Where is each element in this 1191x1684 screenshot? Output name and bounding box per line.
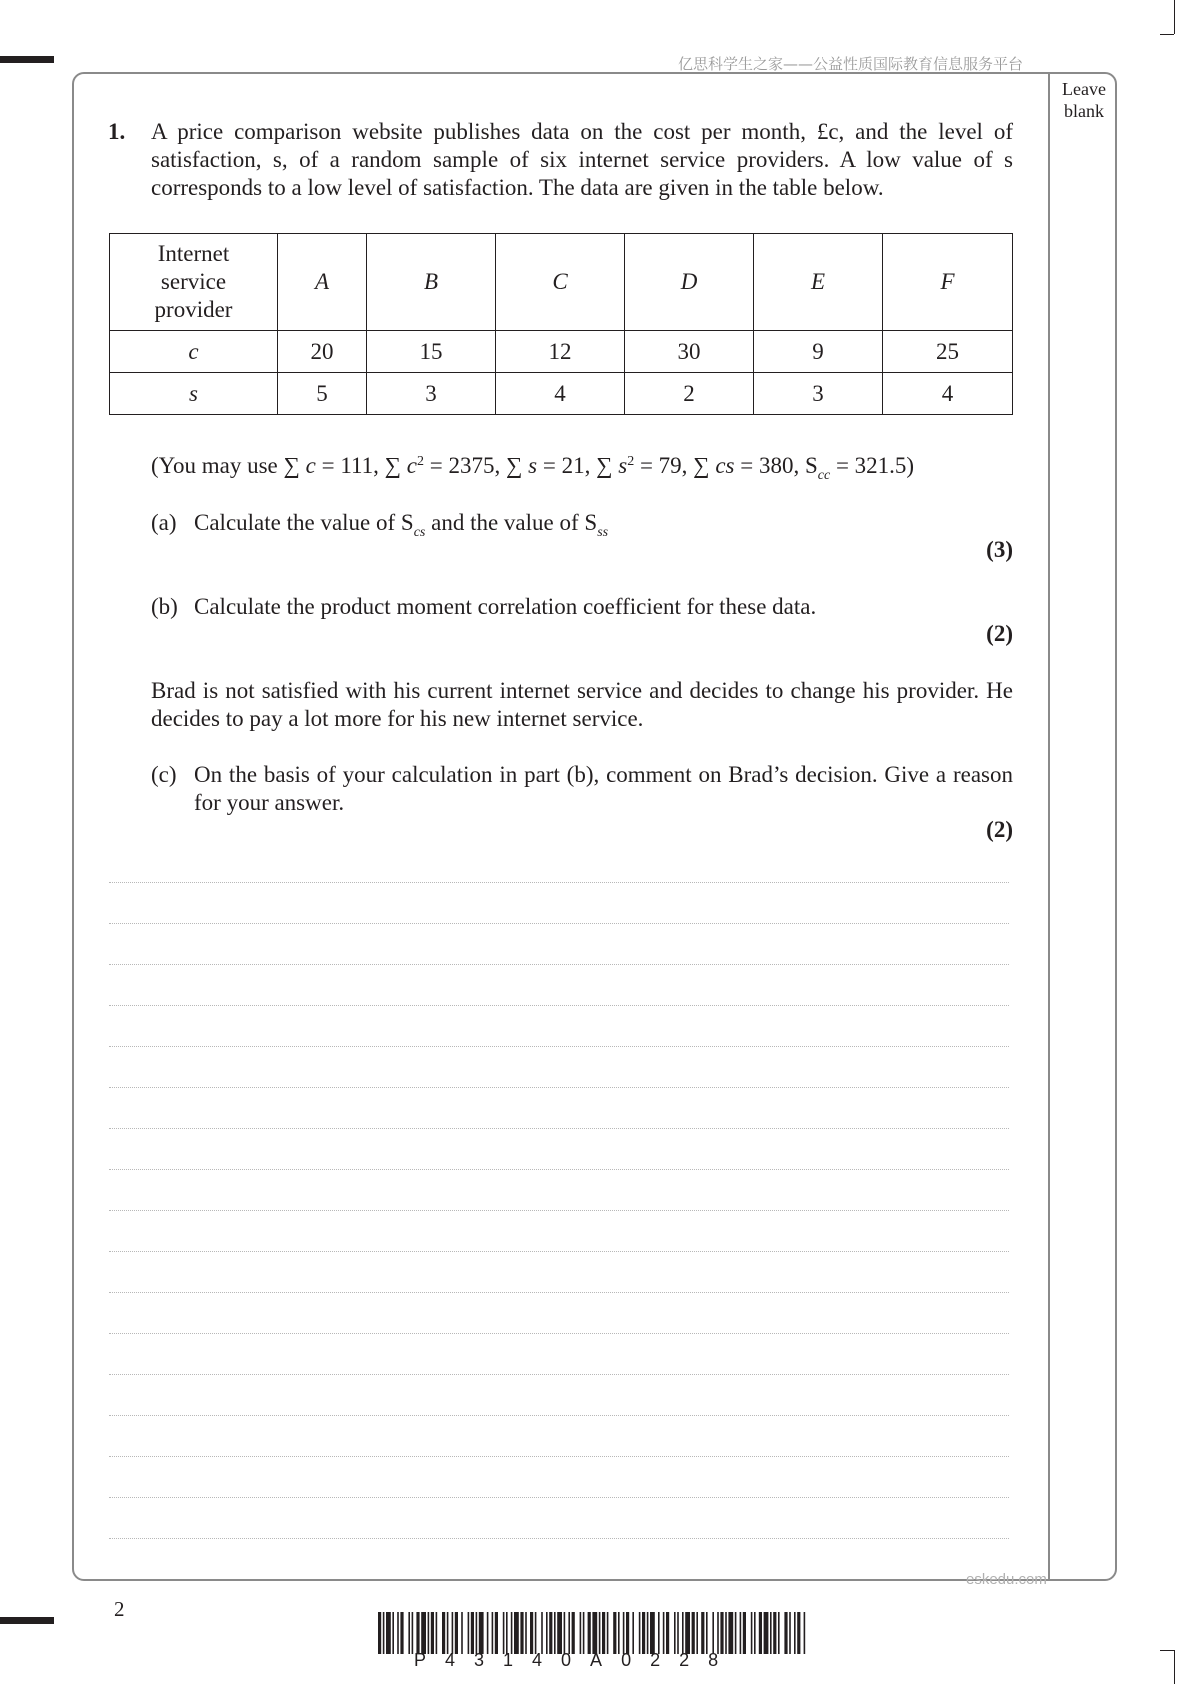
barcode-bar <box>751 1612 753 1654</box>
barcode-bar <box>618 1612 620 1654</box>
barcode-bar <box>804 1612 806 1654</box>
answer-line[interactable] <box>109 882 1009 884</box>
part-b-label: (b) <box>151 594 178 619</box>
registration-mark <box>0 1617 54 1624</box>
answer-line[interactable] <box>109 1456 1009 1458</box>
table-cell: 25 <box>883 331 1013 373</box>
barcode-bar <box>455 1612 458 1654</box>
barcode-bar <box>392 1612 394 1654</box>
table-cell: 4 <box>883 373 1013 415</box>
crop-mark <box>1160 34 1174 35</box>
barcode-bar <box>476 1612 478 1654</box>
barcode-bar <box>436 1612 438 1654</box>
barcode-bar <box>725 1612 727 1654</box>
barcode-bar <box>506 1612 508 1654</box>
answer-line[interactable] <box>109 1046 1009 1048</box>
barcode-bar <box>520 1612 523 1654</box>
barcode-bar <box>431 1612 434 1654</box>
barcode-bar <box>412 1612 414 1654</box>
barcode-bar <box>797 1612 800 1654</box>
barcode-bar <box>623 1612 625 1654</box>
barcode-bar <box>613 1612 616 1654</box>
answer-line[interactable] <box>109 1333 1009 1335</box>
barcode-bar <box>743 1612 746 1654</box>
table-cell: 5 <box>278 373 367 415</box>
barcode-bar <box>383 1612 385 1654</box>
crop-mark <box>1174 0 1175 34</box>
table-cell: 4 <box>496 373 625 415</box>
barcode-bar <box>666 1612 669 1654</box>
data-table <box>109 233 1013 415</box>
barcode-bar <box>682 1612 684 1654</box>
barcode-bar <box>580 1612 582 1654</box>
answer-line[interactable] <box>109 964 1009 966</box>
barcode-bar <box>503 1612 505 1654</box>
barcode-bar <box>386 1612 391 1654</box>
barcode-bar <box>626 1612 629 1654</box>
barcode-bar <box>701 1612 704 1654</box>
barcode-bar <box>397 1612 399 1654</box>
barcode-bar <box>674 1612 676 1654</box>
question-number: 1. <box>108 119 126 144</box>
table-cell: 15 <box>367 331 496 373</box>
header-watermark: 亿思科学生之家——公益性质国际教育信息服务平台 <box>678 55 1024 73</box>
part-a-text: Calculate the value of $S_{cs}$ and the value of $S_{ss}$ <box>194 510 609 540</box>
leave-blank-label: Leave blank <box>1062 79 1106 121</box>
barcode-bar <box>549 1612 552 1654</box>
answer-line[interactable] <box>109 1374 1009 1376</box>
table-header-cell: D <box>625 234 754 331</box>
barcode-bar <box>696 1612 698 1654</box>
barcode-bar <box>764 1612 769 1654</box>
barcode-bar <box>468 1612 470 1654</box>
brad-paragraph: Brad is not satisfied with his current internet service and decides to change his provider. He decides to pay a lot more for his new internet service. <box>151 678 1013 731</box>
crop-mark <box>1174 1650 1175 1684</box>
barcode-bar <box>487 1612 489 1654</box>
answer-line[interactable] <box>109 1005 1009 1007</box>
answer-line[interactable] <box>109 1210 1009 1212</box>
barcode-bar <box>784 1612 787 1654</box>
table-row-label: s <box>110 373 278 415</box>
barcode-bar <box>735 1612 737 1654</box>
barcode-bar <box>770 1612 772 1654</box>
barcode-bar <box>421 1612 426 1654</box>
barcode-bar <box>650 1612 655 1654</box>
page-number: 2 <box>114 1597 125 1621</box>
barcode-bar <box>647 1612 649 1654</box>
barcode-text: P43140A0228 <box>414 1650 738 1670</box>
barcode-bar <box>471 1612 474 1654</box>
barcode-bar <box>706 1612 708 1654</box>
answer-lines[interactable] <box>109 882 1009 1579</box>
answer-line[interactable] <box>109 923 1009 925</box>
barcode-bar <box>514 1612 519 1654</box>
barcode-bar <box>495 1612 498 1654</box>
barcode-bar <box>599 1612 601 1654</box>
answer-line[interactable] <box>109 1497 1009 1499</box>
table-cell: 2 <box>625 373 754 415</box>
barcode-bar <box>535 1612 537 1654</box>
barcode-bar <box>728 1612 733 1654</box>
barcode-bar <box>632 1612 634 1654</box>
barcode-bar <box>546 1612 548 1654</box>
barcode-bar <box>442 1612 445 1654</box>
barcode-bar <box>685 1612 690 1654</box>
table-cell: 9 <box>754 331 883 373</box>
barcode-bar <box>639 1612 641 1654</box>
table-header-row <box>110 234 1013 331</box>
barcode-bar <box>554 1612 556 1654</box>
barcode-bar <box>677 1612 679 1654</box>
table-header-cell: C <box>496 234 625 331</box>
barcode-bar <box>452 1612 454 1654</box>
barcode-bar <box>712 1612 714 1654</box>
answer-line[interactable] <box>109 1538 1009 1540</box>
leave-blank-column-divider <box>1048 72 1050 1581</box>
answer-line[interactable] <box>109 1128 1009 1130</box>
barcode-bar <box>607 1612 609 1654</box>
barcode-bar <box>378 1612 381 1654</box>
barcode-bar <box>530 1612 533 1654</box>
barcode-bar <box>400 1612 403 1654</box>
barcode-bar <box>778 1612 780 1654</box>
table-header-label: Internet service provider <box>110 234 278 331</box>
barcode-bar <box>511 1612 513 1654</box>
answer-line[interactable] <box>109 1415 1009 1417</box>
footer-watermark: eskedu.com <box>966 1571 1047 1588</box>
barcode-bar <box>663 1612 665 1654</box>
table-header-cell: F <box>883 234 1013 331</box>
part-a-label: (a) <box>151 510 177 535</box>
barcode-bar <box>773 1612 776 1654</box>
registration-mark <box>0 56 54 63</box>
table-row-label: c <box>110 331 278 373</box>
barcode-bar <box>525 1612 527 1654</box>
barcode-bar <box>408 1612 410 1654</box>
barcode-bar <box>720 1612 723 1654</box>
barcode-bar <box>557 1612 562 1654</box>
question-intro-text: A price comparison website publishes data on the cost per month, £c, and the level of satisfaction, s, of a random sample of six internet service providers. A low value of s corresponds to a low level of satisfaction. The data are given in the table below. <box>151 119 1013 200</box>
table-header-cell: A <box>278 234 367 331</box>
barcode-bar <box>692 1612 695 1654</box>
barcode-bar <box>479 1612 484 1654</box>
table-cell: 12 <box>496 331 625 373</box>
barcode-bar <box>717 1612 719 1654</box>
barcode-bar <box>428 1612 430 1654</box>
barcode-bar <box>447 1612 449 1654</box>
barcode-bar <box>416 1612 419 1654</box>
barcode-bar <box>572 1612 575 1654</box>
table-row <box>110 373 1013 415</box>
part-b-marks: (2) <box>986 621 1013 646</box>
barcode-bar <box>789 1612 791 1654</box>
barcode-bar <box>658 1612 660 1654</box>
barcode-bar <box>794 1612 796 1654</box>
barcode-bar <box>754 1612 756 1654</box>
crop-mark <box>1160 1650 1174 1651</box>
part-c-text: On the basis of your calculation in part (b), comment on Brad’s decision. Give a reason for your answer. <box>194 762 1013 815</box>
table-header-cell: B <box>367 234 496 331</box>
table-header-cell: E <box>754 234 883 331</box>
barcode-bar <box>541 1612 543 1654</box>
barcode-bar <box>568 1612 570 1654</box>
table-cell: 20 <box>278 331 367 373</box>
barcode-bar <box>759 1612 762 1654</box>
barcode-bar <box>564 1612 566 1654</box>
part-b-text: Calculate the product moment correlation coefficient for these data. <box>194 594 817 619</box>
answer-line[interactable] <box>109 1087 1009 1089</box>
table-cell: 3 <box>754 373 883 415</box>
table-cell: 30 <box>625 331 754 373</box>
barcode-bar <box>588 1612 591 1654</box>
part-c-label: (c) <box>151 762 177 787</box>
barcode-bar <box>592 1612 597 1654</box>
answer-line[interactable] <box>109 1292 1009 1294</box>
barcode-bar <box>602 1612 605 1654</box>
answer-line[interactable] <box>109 1251 1009 1253</box>
given-summations: (You may use ∑ c = 111, ∑ $c^2 = 2375$, ∑ s = 21, ∑ $s^2 = 79$, ∑ cs = 380, $S_{cc} = 321.5$) <box>151 453 915 483</box>
barcode-bar <box>492 1612 494 1654</box>
barcode-bar <box>740 1612 742 1654</box>
table-cell: 3 <box>367 373 496 415</box>
part-a-marks: (3) <box>986 537 1013 562</box>
barcode-bar <box>583 1612 585 1654</box>
part-c-marks: (2) <box>986 817 1013 842</box>
answer-line[interactable] <box>109 1169 1009 1171</box>
barcode-bar <box>461 1612 463 1654</box>
barcode-bar <box>642 1612 645 1654</box>
barcode <box>378 1612 808 1654</box>
table-row <box>110 331 1013 373</box>
